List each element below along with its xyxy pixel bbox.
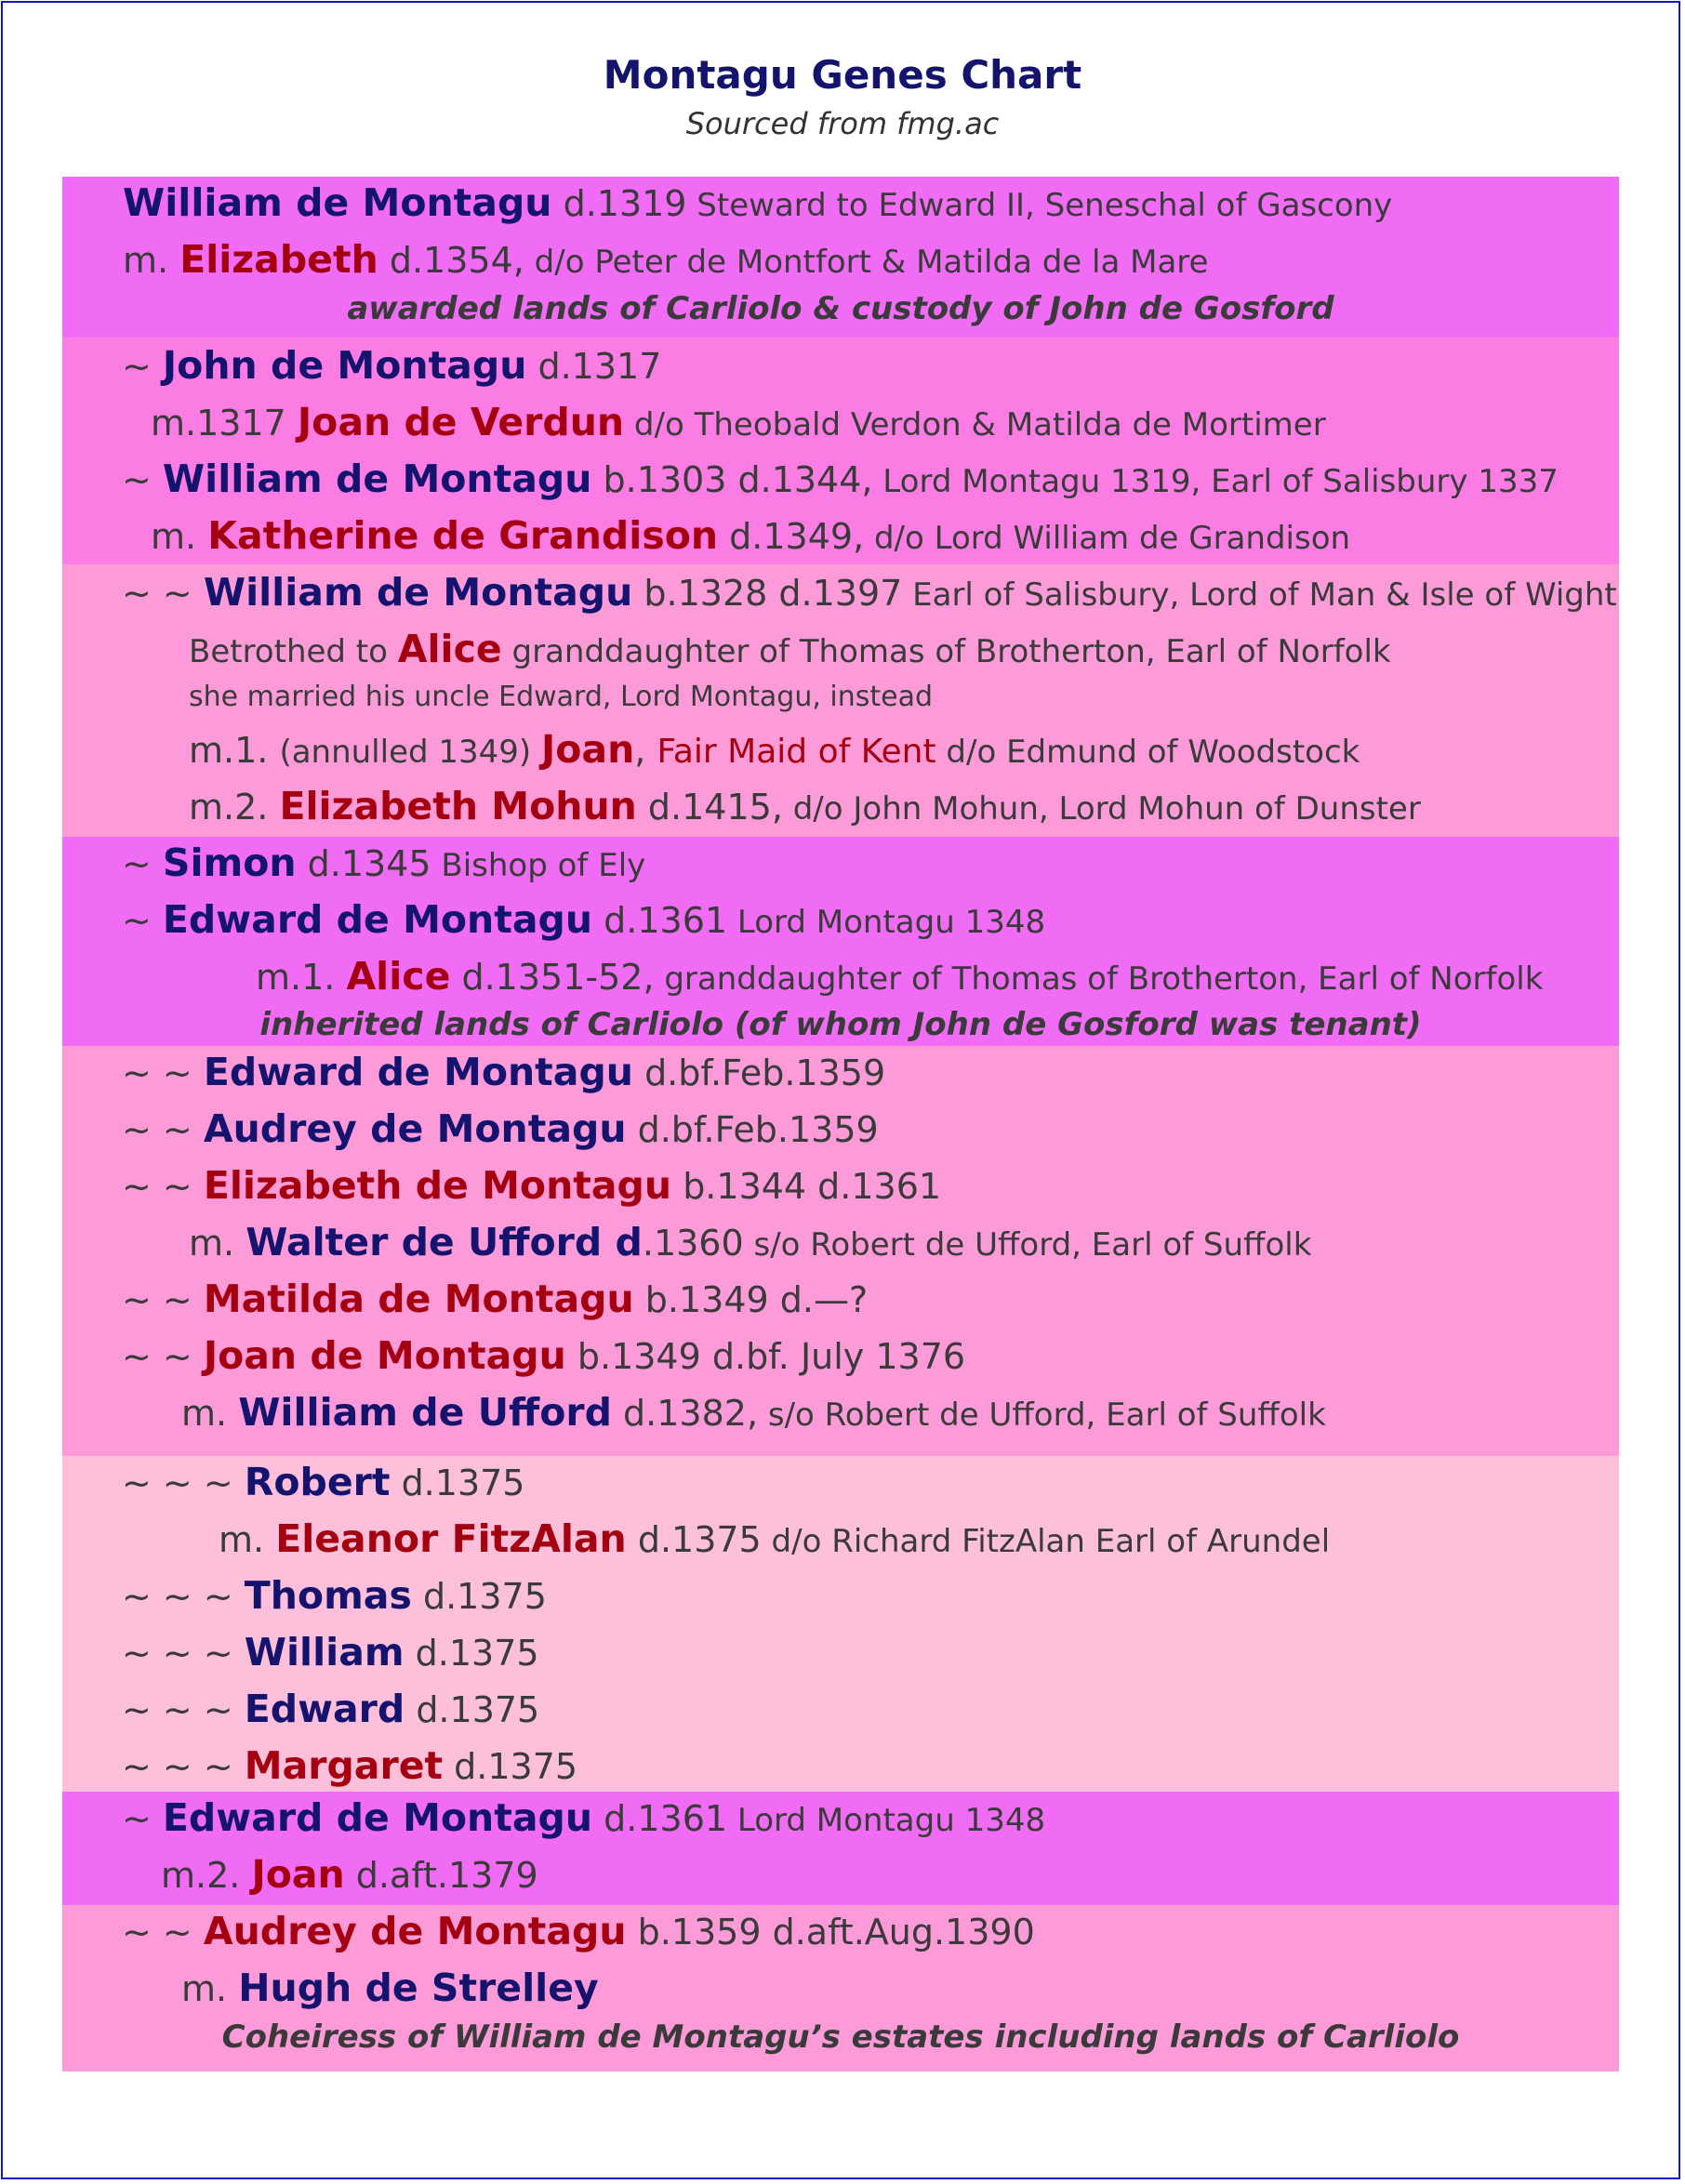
spouse-details: s/o Robert de Ufford, Earl of Suffolk bbox=[743, 1226, 1312, 1264]
spouse-name: William de Ufford bbox=[238, 1390, 612, 1435]
person-dates: d.1375 bbox=[411, 1576, 547, 1617]
spouse-details: d/o Lord William de Grandison bbox=[864, 520, 1351, 557]
spouse-details: d/o Theobald Verdon & Matilda de Mortimer bbox=[624, 406, 1326, 443]
person-line bbox=[122, 1795, 1678, 1840]
person-line bbox=[122, 1743, 1678, 1788]
generation-block-1 bbox=[62, 177, 1619, 338]
generation-marker: ~ ~ bbox=[122, 1279, 204, 1320]
spouse-name: Katherine de Grandison bbox=[207, 513, 719, 558]
spouse-line bbox=[123, 237, 1679, 282]
spouse-details: granddaughter of Thomas of Brotherton, Earl of Norfolk bbox=[654, 960, 1544, 998]
spouse-name: Eleanor FitzAlan bbox=[275, 1516, 627, 1561]
generation-block-2 bbox=[62, 338, 1619, 564]
person-dates: d.1319 bbox=[551, 183, 687, 224]
person-name: Edward de Montagu bbox=[162, 1795, 593, 1840]
spouse-name: Walter de Ufford d bbox=[245, 1220, 643, 1264]
spouse-dates: d.aft.1379 bbox=[344, 1855, 538, 1896]
spouse-dates: d.1415, bbox=[636, 787, 783, 827]
marriage-prefix: m. bbox=[189, 1223, 246, 1264]
person-line bbox=[122, 1277, 1678, 1321]
person-dates: b.1344 d.1361 bbox=[671, 1166, 942, 1207]
spouse-details: d/o John Mohun, Lord Mohun of Dunster bbox=[782, 790, 1421, 827]
marriage-note: (annulled 1349) bbox=[279, 734, 541, 771]
marriage-prefix: m.1317 bbox=[151, 403, 298, 443]
spouse-dates: d.1375 bbox=[626, 1519, 762, 1560]
marriage-prefix: m. bbox=[181, 1968, 239, 2009]
marriage-prefix: m. bbox=[219, 1519, 276, 1560]
spouse-line bbox=[151, 513, 1685, 558]
spouse-dates: d.1349, bbox=[718, 516, 865, 557]
person-dates: b.1359 d.aft.Aug.1390 bbox=[626, 1912, 1035, 1952]
person-line bbox=[122, 841, 1678, 885]
generation-marker: ~ ~ bbox=[122, 1336, 204, 1377]
generation-marker: ~ bbox=[122, 459, 163, 500]
spouse-details: d/o Richard FitzAlan Earl of Arundel bbox=[761, 1523, 1331, 1560]
person-dates: d.bf.Feb.1359 bbox=[626, 1109, 879, 1150]
marriage-prefix: m.1. bbox=[256, 957, 347, 998]
generation-marker: ~ ~ bbox=[122, 1912, 204, 1952]
spouse-line bbox=[181, 1390, 1685, 1435]
betrothal-note: she married his uncle Edward, Lord Montagu, instead bbox=[189, 681, 934, 713]
person-line bbox=[122, 1106, 1678, 1151]
marriage-prefix: m. bbox=[151, 516, 208, 557]
spouse-details: granddaughter of Thomas of Brotherton, Earl of Norfolk bbox=[501, 633, 1391, 670]
spouse-dates: .1360 bbox=[642, 1223, 744, 1264]
marriage-prefix: m.1. bbox=[189, 730, 280, 771]
generation-marker: ~ ~ bbox=[122, 1166, 204, 1207]
spouse-name: Alice bbox=[397, 627, 502, 671]
person-dates: d.1361 bbox=[592, 900, 728, 941]
person-name: Margaret bbox=[244, 1743, 444, 1788]
person-line bbox=[123, 180, 1679, 225]
person-name: Edward bbox=[244, 1687, 405, 1731]
spouse-line bbox=[151, 400, 1685, 444]
spouse-name: Joan de Verdun bbox=[297, 400, 625, 444]
person-line bbox=[122, 1050, 1678, 1094]
generation-block-3 bbox=[62, 564, 1619, 837]
person-dates: b.1349 d.bf. July 1376 bbox=[565, 1336, 966, 1377]
spouse-line bbox=[161, 1852, 1685, 1897]
person-dates: d.bf.Feb.1359 bbox=[632, 1052, 886, 1093]
person-name: Matilda de Montagu bbox=[203, 1277, 634, 1321]
person-details: Lord Montagu 1348 bbox=[727, 1802, 1046, 1839]
annotation: Coheiress of William de Montagu’s estates including lands of Carliolo bbox=[221, 2019, 1460, 2056]
spouse-details: d/o Peter de Montfort & Matilda de la Mare bbox=[524, 244, 1209, 281]
spouse-details: s/o Robert de Ufford, Earl of Suffolk bbox=[758, 1396, 1326, 1434]
person-line bbox=[122, 897, 1678, 942]
marriage-prefix: m.2. bbox=[161, 1855, 252, 1896]
generation-marker: ~ ~ ~ bbox=[122, 1463, 245, 1503]
marriage-prefix: m.2. bbox=[189, 787, 280, 827]
person-line bbox=[122, 1333, 1678, 1378]
generation-block-4 bbox=[62, 837, 1619, 1046]
generation-marker: ~ ~ ~ bbox=[122, 1633, 245, 1674]
generation-marker: ~ bbox=[122, 843, 163, 884]
generation-marker: ~ bbox=[122, 346, 163, 387]
person-name: Edward de Montagu bbox=[203, 1050, 633, 1094]
person-line bbox=[122, 1163, 1678, 1208]
generation-marker: ~ ~ ~ bbox=[122, 1576, 245, 1617]
generation-block-8 bbox=[62, 1905, 1619, 2071]
person-dates: d.1375 bbox=[443, 1746, 578, 1787]
person-line bbox=[122, 457, 1678, 501]
chart-title: Montagu Genes Chart bbox=[603, 52, 1082, 98]
spouse-line bbox=[189, 727, 1685, 772]
person-name: William de Montagu bbox=[123, 180, 552, 225]
annotation: awarded lands of Carliolo & custody of John de Gosford bbox=[347, 290, 1334, 327]
spouse-name: Hugh de Strelley bbox=[238, 1966, 599, 2010]
person-dates: d.1317 bbox=[526, 346, 662, 387]
spouse-details: d/o Edmund of Woodstock bbox=[935, 734, 1360, 771]
person-dates: d.1375 bbox=[405, 1689, 540, 1730]
spouse-title: Fair Maid of Kent bbox=[657, 733, 936, 771]
spouse-line bbox=[256, 954, 1685, 999]
generation-marker: ~ bbox=[122, 900, 163, 941]
spouse-name: Joan bbox=[540, 727, 635, 772]
person-dates: b.1303 d.1344, bbox=[591, 459, 873, 500]
spouse-line bbox=[189, 1220, 1685, 1264]
spouse-dates: d.1351-52, bbox=[450, 957, 655, 998]
person-line bbox=[122, 1573, 1678, 1618]
spouse-line bbox=[219, 1516, 1685, 1561]
spouse-dates: d.1354, bbox=[378, 240, 524, 281]
generation-marker: ~ bbox=[122, 1798, 163, 1839]
person-name: Audrey de Montagu bbox=[203, 1909, 627, 1953]
spouse-name: Elizabeth Mohun bbox=[279, 784, 637, 828]
person-line bbox=[122, 570, 1678, 615]
person-name: Joan de Montagu bbox=[203, 1333, 566, 1378]
person-line bbox=[122, 1630, 1678, 1674]
annotation: inherited lands of Carliolo (of whom John de Gosford was tenant) bbox=[259, 1006, 1422, 1043]
person-line bbox=[122, 1687, 1678, 1731]
betrothal-prefix: Betrothed to bbox=[189, 633, 398, 670]
generation-marker: ~ ~ ~ bbox=[122, 1689, 245, 1730]
generation-block-5 bbox=[62, 1046, 1619, 1456]
person-name: William de Montagu bbox=[162, 457, 592, 501]
person-name: William bbox=[244, 1630, 405, 1674]
person-dates: d.1345 bbox=[296, 843, 431, 884]
generation-marker: ~ ~ bbox=[122, 573, 204, 614]
spouse-name: Alice bbox=[346, 954, 451, 999]
person-line bbox=[122, 1909, 1678, 1953]
person-line bbox=[122, 1460, 1678, 1504]
person-details: Steward to Edward II, Seneschal of Gascony bbox=[686, 187, 1393, 224]
spouse-line bbox=[181, 1966, 1685, 2010]
person-name: William de Montagu bbox=[203, 570, 633, 615]
person-details: Earl of Salisbury, Lord of Man & Isle of Wight bbox=[902, 576, 1617, 614]
person-dates: b.1349 d.—? bbox=[633, 1279, 869, 1320]
spouse-name: Joan bbox=[251, 1852, 345, 1897]
person-line bbox=[122, 343, 1678, 388]
separator: , bbox=[634, 730, 657, 771]
person-name: Elizabeth de Montagu bbox=[203, 1163, 672, 1208]
person-details: Bishop of Ely bbox=[431, 847, 646, 884]
chart-subtitle: Sourced from fmg.ac bbox=[685, 106, 1000, 141]
spouse-line bbox=[189, 784, 1685, 828]
person-details: Lord Montagu 1348 bbox=[727, 904, 1046, 941]
person-dates: b.1328 d.1397 bbox=[632, 573, 903, 614]
spouse-dates: d.1382, bbox=[611, 1393, 759, 1434]
person-dates: d.1375 bbox=[404, 1633, 539, 1674]
person-name: Edward de Montagu bbox=[162, 897, 593, 942]
generation-block-7 bbox=[62, 1792, 1619, 1905]
person-name: Audrey de Montagu bbox=[203, 1106, 627, 1151]
person-name: John de Montagu bbox=[162, 343, 527, 388]
person-name: Simon bbox=[162, 841, 297, 885]
spouse-name: Elizabeth bbox=[179, 237, 378, 282]
person-dates: d.1375 bbox=[390, 1463, 525, 1503]
person-name: Thomas bbox=[244, 1573, 412, 1618]
generation-marker: ~ ~ ~ bbox=[122, 1746, 245, 1787]
person-dates: d.1361 bbox=[592, 1798, 728, 1839]
marriage-prefix: m. bbox=[123, 240, 180, 281]
generation-block-6 bbox=[62, 1456, 1619, 1792]
betrothal-line bbox=[189, 627, 1685, 671]
marriage-prefix: m. bbox=[181, 1393, 239, 1434]
person-name: Robert bbox=[244, 1460, 391, 1504]
generation-marker: ~ ~ bbox=[122, 1052, 204, 1093]
generation-marker: ~ ~ bbox=[122, 1109, 204, 1150]
person-details: Lord Montagu 1319, Earl of Salisbury 1337 bbox=[872, 463, 1559, 500]
